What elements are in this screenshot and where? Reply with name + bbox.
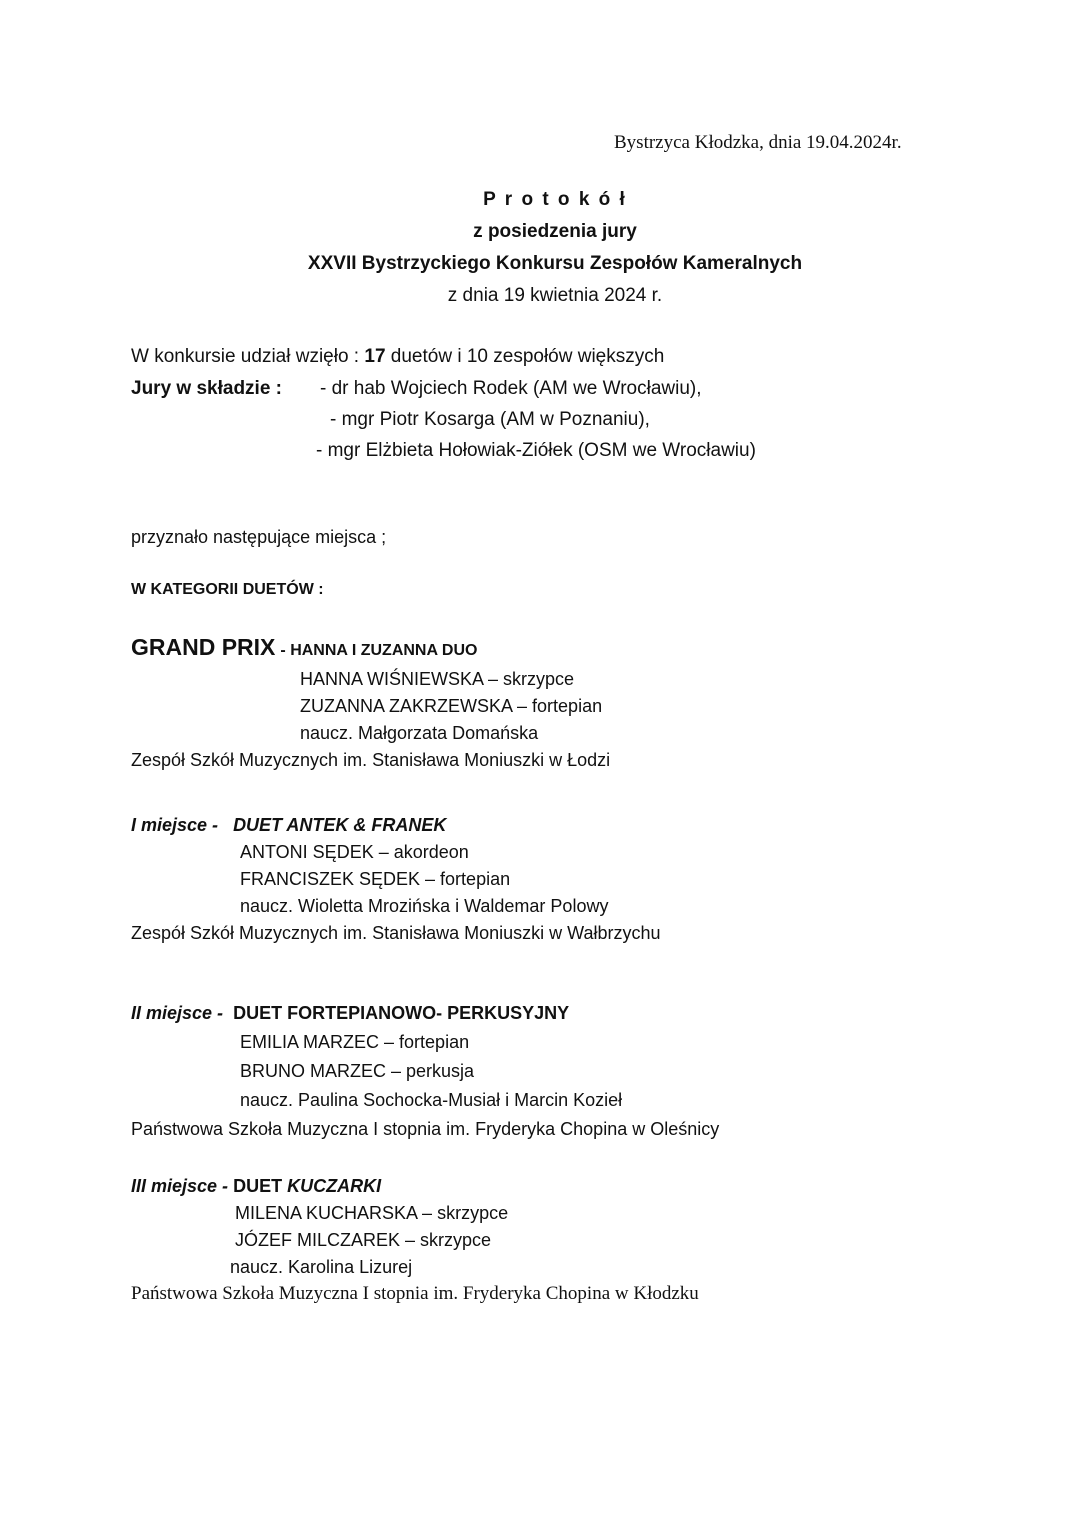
award-ensemble: KUCZARKI [287,1176,382,1196]
member: ZUZANNA ZAKRZEWSKA – fortepian [300,696,603,716]
participation-line [131,346,664,369]
subtitle-competition: XXVII Bystrzyckiego Konkursu Zespołów Kameralnych [307,253,803,274]
member: JÓZEF MILCZAREK – skrzypce [235,1230,492,1250]
award-place: III miejsce - [131,1176,229,1196]
member: HANNA WIŚNIEWSKA – skrzypce [300,669,575,689]
jury-member: - dr hab Wojciech Rodek (AM we Wrocławiu), [320,378,702,399]
school: Państwowa Szkoła Muzyczna I stopnia im. Fryderyka Chopina w Oleśnicy [131,1119,720,1139]
award-place: I miejsce - [131,815,219,835]
award-ensemble: - HANNA I ZUZANNA DUO [280,642,478,659]
award-heading [131,1176,381,1198]
member: EMILIA MARZEC – fortepian [240,1032,470,1052]
member: MILENA KUCHARSKA – skrzypce [235,1203,509,1223]
award-heading [131,815,446,837]
award-ensemble: DUET FORTEPIANOWO- PERKUSYJNY [233,1003,570,1023]
teacher: naucz. Karolina Lizurej [230,1257,413,1277]
participation-prefix: W konkursie udział wzięło : [131,346,360,367]
school: Państwowa Szkoła Muzyczna I stopnia im. Fryderyka Chopina w Kłodzku [131,1283,699,1304]
award-ensemble-prefix: DUET [233,1176,283,1196]
teacher: naucz. Małgorzata Domańska [300,723,539,743]
member: ANTONI SĘDEK – akordeon [240,842,469,862]
award-heading [131,1003,569,1025]
award-heading [131,634,477,662]
jury-member: - mgr Piotr Kosarga (AM w Poznaniu), [330,409,650,430]
award-ensemble: DUET ANTEK & FRANEK [233,815,447,835]
date-line: Bystrzyca Kłodzka, dnia 19.04.2024r. [614,132,902,153]
school: Zespół Szkół Muzycznych im. Stanisława Moniuszki w Łodzi [131,750,611,770]
member: BRUNO MARZEC – perkusja [240,1061,475,1081]
participation-suffix: duetów i 10 zespołów większych [390,346,665,367]
participation-count: 17 [364,346,386,367]
document-title: P r o t o k ó ł [483,189,627,210]
school: Zespół Szkół Muzycznych im. Stanisława Moniuszki w Wałbrzychu [131,923,661,943]
category-heading: W KATEGORII DUETÓW : [131,581,324,598]
award-place: GRAND PRIX [131,634,276,660]
teacher: naucz. Paulina Sochocka-Musiał i Marcin Kozieł [240,1090,623,1110]
subtitle-session: z posiedzenia jury [473,221,637,242]
jury-label: Jury w składzie : [131,378,283,399]
subtitle-date: z dnia 19 kwietnia 2024 r. [447,285,663,306]
award-place: II miejsce - [131,1003,224,1023]
teacher: naucz. Wioletta Mrozińska i Waldemar Polowy [240,896,609,916]
awarded-line: przyznało następujące miejsca ; [131,527,387,547]
member: FRANCISZEK SĘDEK – fortepian [240,869,511,889]
jury-member: - mgr Elżbieta Hołowiak-Ziółek (OSM we Wrocławiu) [316,440,756,461]
